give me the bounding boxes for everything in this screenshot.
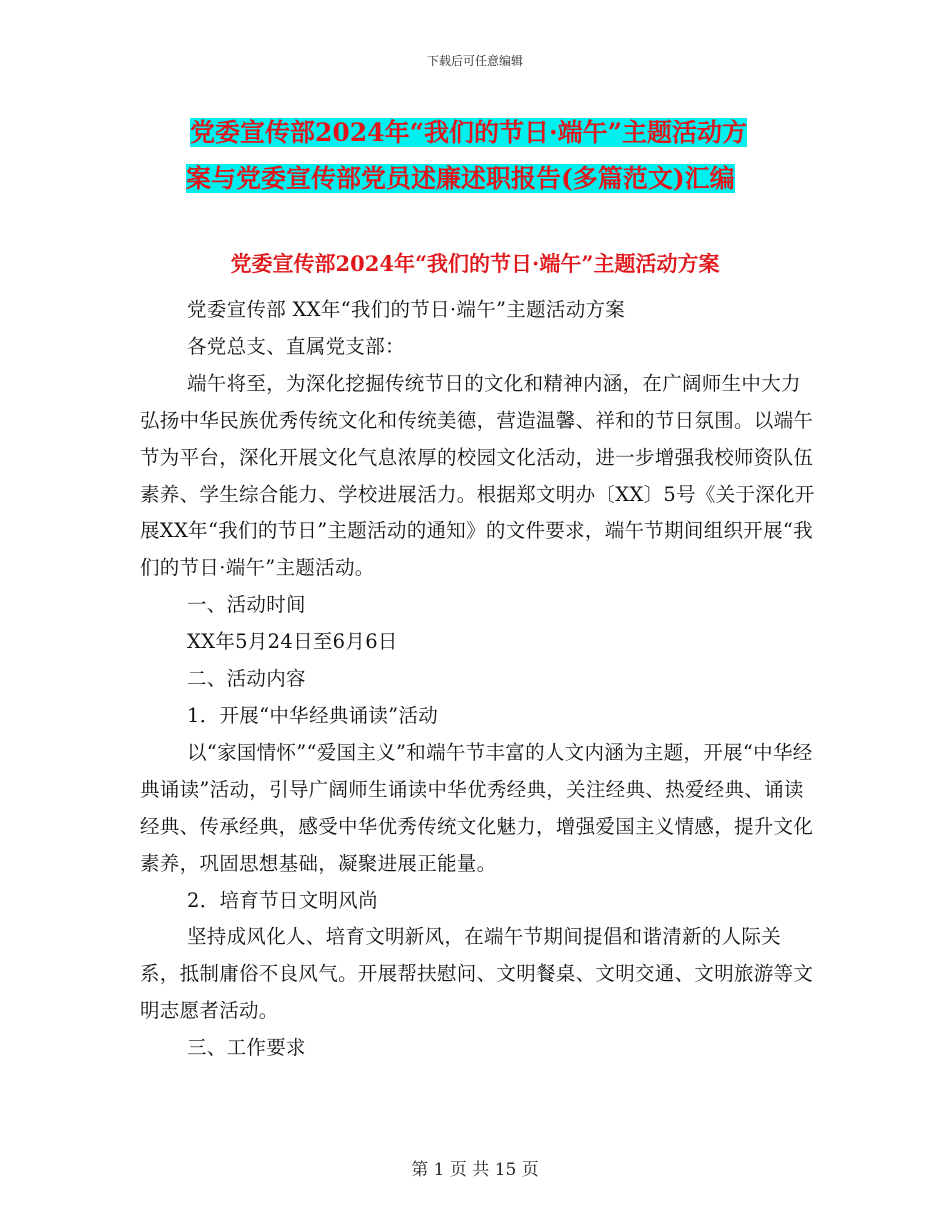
- document-body: [140, 292, 820, 1067]
- heading-civility: 2．培育节日文明风尚: [187, 888, 378, 912]
- heading-classic-reading: 1．开展“中华经典诵读”活动: [187, 703, 439, 727]
- paragraph-plan-title: 党委宣传部 XX年“我们的节日·端午”主题活动方案: [187, 298, 626, 321]
- paragraph-classic-reading: 以“家国情怀”“爱国主义”和端午节丰富的人文内涵为主题，开展“中华经典诵读”活动，引导广阔师生诵读中华优秀经典，关注经典、热爱经典、诵读经典、传承经典，感受中华优秀传统文化魅力，增强爱国主义情感，提升文化素养，巩固思想基础，凝聚进展正能量。: [140, 740, 814, 875]
- paragraph-salutation: 各党总支、直属党支部：: [187, 334, 405, 358]
- header-note: 下载后可任意编辑: [426, 54, 523, 68]
- paragraph-intro: 端午将至，为深化挖掘传统节日的文化和精神内涵，在广阔师生中大力弘扬中华民族优秀传统文化和传统美德，营造温馨、祥和的节日氛围。以端午节为平台，深化开展文化气息浓厚的校园文化活动，进一步增强我校师资队伍素养、学生综合能力、学校进展活力。根据郑文明办〔XX〕5号《关于深化开展XX年“我们的节日”主题活动的通知》的文件要求，端午节期间组织开展“我们的节日·端午”主题活动。: [140, 371, 815, 580]
- heading-activity-time: 一、活动时间: [187, 593, 306, 617]
- paragraph-dates: XX年5月24日至6月6日: [187, 630, 398, 654]
- heading-work-requirements: 三、工作要求: [187, 1036, 306, 1060]
- section-title: 党委宣传部2024年“我们的节日·端午”主题活动方案: [230, 251, 720, 276]
- page-number: 第 1 页 共 15 页: [411, 1160, 539, 1180]
- heading-activity-content: 二、活动内容: [187, 667, 306, 691]
- title-line-2: 案与党委宣传部党员述廉述职报告(多篇范文)汇编: [186, 164, 735, 193]
- document-title: [186, 110, 826, 202]
- title-line-1: 党委宣传部2024年“我们的节日·端午”主题活动方: [190, 118, 748, 147]
- paragraph-civility: 坚持成风化人、培育文明新风，在端午节期间提倡和谐清新的人际关系，抵制庸俗不良风气。开展帮扶慰问、文明餐桌、文明交通、文明旅游等文明志愿者活动。: [140, 925, 814, 1023]
